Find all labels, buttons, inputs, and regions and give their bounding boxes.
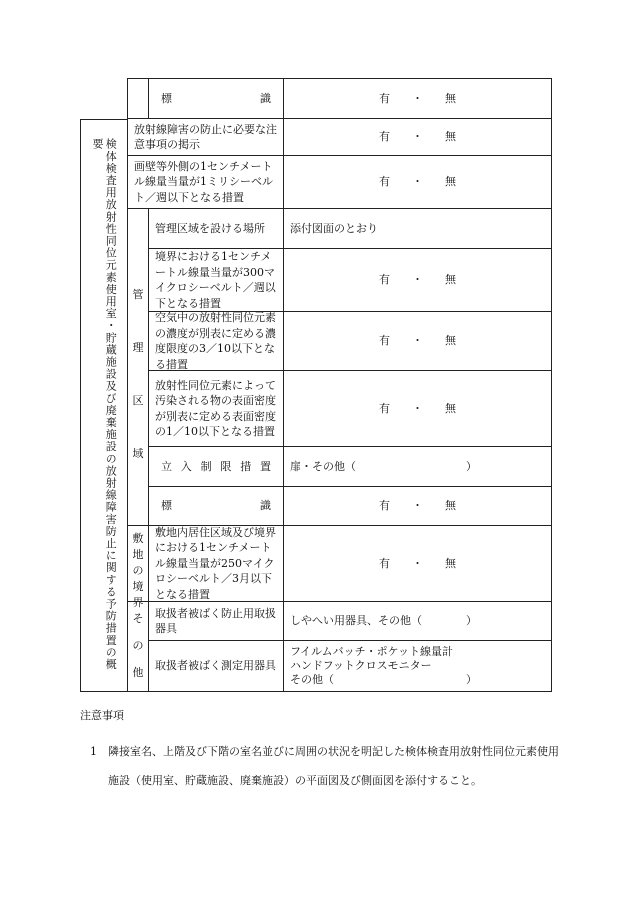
row-value-hyoushiki-top: 有 ・ 無	[379, 91, 456, 105]
row-label-protect: 取扱者被ばく防止用取扱器具	[155, 606, 276, 635]
row-value-contamination: 有 ・ 無	[379, 401, 456, 415]
kanri-kuiki-heading	[128, 286, 148, 461]
notes-item	[80, 737, 560, 795]
notes-section	[80, 707, 560, 795]
row-label-site: 敷地内居住区域及び境界における1センチメートル線量当量が250マイクロシーベルト／3月以下となる措置	[155, 525, 276, 601]
table-border-right	[551, 78, 552, 692]
row-value-air: 有 ・ 無	[379, 334, 456, 348]
shikichi-char: 界	[132, 596, 144, 609]
row-label-wall: 画壁等外側の1センチメートル線量当量が1ミリシーベルト／週以下となる措置	[134, 159, 273, 204]
row-label-entry: 立 入 制 限 措 置	[161, 459, 271, 473]
row-value-sign: 有 ・ 無	[379, 130, 456, 144]
notes-item-text: 隣接室名、上階及び下階の室名並びに周囲の状況を明記した検体検査用放射性同位元素使用施設（使用室、貯蔵施設、廃棄施設）の平面図及び側面図を添付すること。	[108, 745, 559, 787]
prevention-measures-table	[80, 78, 552, 692]
sonota-char: の	[132, 639, 144, 652]
row-value-site: 有 ・ 無	[379, 556, 456, 570]
kanri-char: 域	[132, 447, 144, 460]
row-value-protect: しやへい用器具、その他（ ）	[290, 614, 477, 628]
table-border-left	[80, 119, 81, 692]
row-label-contamination: 放射性同位元素によって汚染される物の表面密度が別表に定める表面密度の1／10以下となる措置	[155, 378, 276, 438]
row-label-air: 空気中の放射性同位元素の濃度が別表に定める濃度限度の3／10以下となる措置	[155, 311, 276, 371]
section-divider	[80, 119, 127, 120]
row-label-kanri-place: 管理区域を設ける場所	[155, 221, 265, 235]
main-vertical-heading: 検体検査用放射性同位元素使用室・貯蔵施設及び廃棄施設の放射線障害防止に関する予防措置の概要	[91, 138, 118, 671]
row-value-kanri-place: 添付図面のとおり	[290, 221, 378, 235]
row-label-boundary: 境界における1センチメートル線量当量が300マイクロシーベルト／週以下となる措置	[155, 250, 276, 310]
measure-line: フイルムバッチ・ポケット線量計	[290, 645, 454, 658]
measure-line: ハンドフットクロスモニター	[290, 659, 432, 672]
shikichi-char: 敷	[132, 532, 144, 545]
shikichi-char: 境	[132, 580, 144, 593]
row-value-wall: 有 ・ 無	[379, 175, 456, 189]
sonota-heading	[128, 610, 148, 680]
row-label-hyoushiki-top: 標 識	[161, 91, 271, 105]
notes-item-number: 1	[90, 745, 97, 758]
shikichi-char: の	[132, 564, 144, 577]
kanri-char: 管	[132, 288, 144, 301]
row-value-boundary: 有 ・ 無	[379, 273, 456, 287]
measure-line: その他（ ）	[290, 673, 477, 686]
shikichi-char: 地	[132, 548, 144, 561]
sonota-char: 他	[132, 666, 144, 679]
row-value-hyoushiki-2: 有 ・ 無	[379, 499, 456, 513]
table-border-bottom	[80, 691, 552, 692]
kanri-char: 区	[132, 394, 144, 407]
row-label-hyoushiki-2: 標 識	[161, 499, 271, 513]
notes-heading: 注意事項	[80, 709, 124, 722]
row-label-measure: 取扱者被ばく測定用器具	[155, 659, 276, 673]
row-value-measure	[284, 641, 551, 691]
shikichi-heading	[128, 530, 148, 609]
sonota-char: そ	[132, 612, 144, 625]
row-value-entry: 扉・その他（ ）	[290, 459, 477, 473]
row-label-sign: 放射線障害の防止に必要な注意事項の掲示	[134, 122, 277, 151]
kanri-char: 理	[132, 341, 144, 354]
